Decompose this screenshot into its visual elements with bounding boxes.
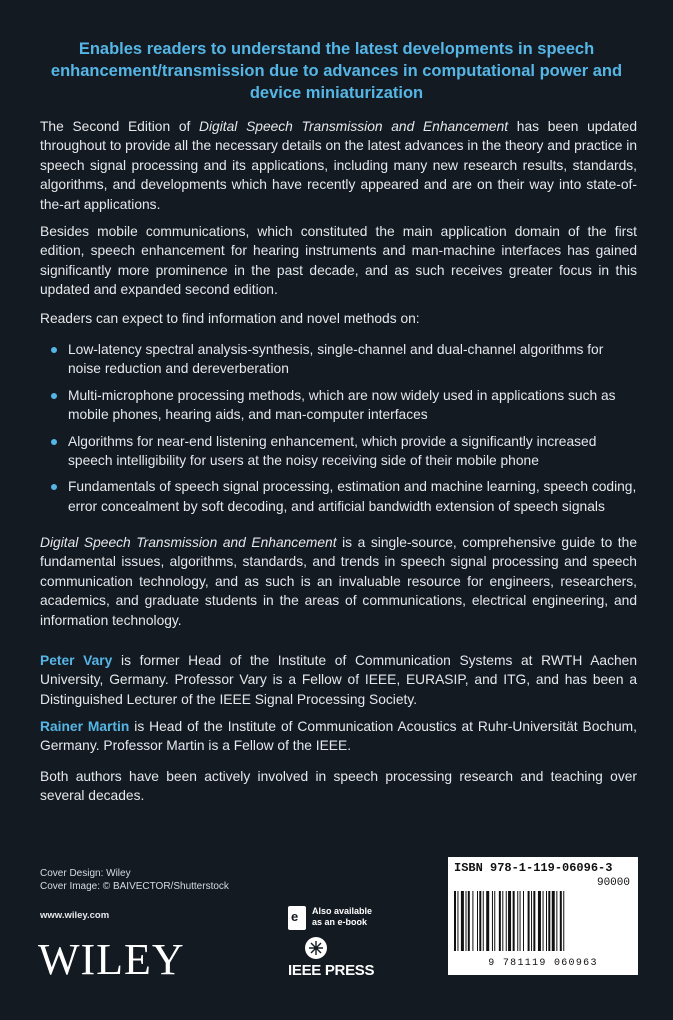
list-item: Multi-microphone processing methods, which are now widely used in applications such as mobile phones, hearing aids, and man-computer interfaces	[40, 386, 640, 425]
list-item: Fundamentals of speech signal processing, estimation and machine learning, speech coding, error concealment by soft decoding, and artificial bandwidth extension of speech signals	[40, 477, 640, 516]
list-item: Low-latency spectral analysis-synthesis, single-channel and dual-channel algorithms for noise reduction and dereverberation	[40, 340, 640, 379]
feature-list	[40, 340, 640, 523]
cover-image-credit: Cover Image: © BAIVECTOR/Shutterstock	[40, 881, 229, 892]
author-bio: is Head of the Institute of Communication Acoustics at Ruhr-Universität Bochum, Germany. Professor Martin is a Fellow of the IEEE.	[40, 719, 638, 754]
publisher-url[interactable]: www.wiley.com	[40, 910, 110, 921]
headline: Enables readers to understand the latest developments in speech enhancement/transmission due to advances in computational power and device miniaturization	[50, 40, 623, 102]
wiley-logo: WILEY	[38, 935, 185, 984]
intro-rest: has been updated throughout to provide all the necessary details on the latest advances in the theory and practice in speech signal processing and its applications, including many new research results, standards, algorithms, and developments which have recently appeared and are on their way into state-of-the-art applications.	[40, 119, 637, 212]
intro-prefix: The Second Edition of	[40, 119, 200, 134]
summary-paragraph	[40, 533, 637, 630]
author-name: Rainer Martin	[40, 719, 130, 734]
isbn-barcode	[448, 857, 638, 975]
ebook-icon: e	[288, 906, 306, 930]
list-item: Algorithms for near-end listening enhancement, which provide a significantly increased speech intelligibility for users at the noisy receiving side of their mobile phone	[40, 432, 640, 471]
author-name: Peter Vary	[40, 653, 113, 668]
book-title: Digital Speech Transmission and Enhancement	[199, 119, 509, 134]
cover-design-credit: Cover Design: Wiley	[40, 868, 131, 879]
author-bio-martin	[40, 717, 637, 756]
barcode-bars	[452, 891, 634, 957]
isbn-number: ISBN 978-1-119-06096-3	[454, 861, 613, 875]
summary-rest: is a single-source, comprehensive guide to the fundamental issues, algorithms, standards, and trends in speech signal processing and speech communication technology, and as such is an invaluable resource for engineers, researchers, academics, and graduate students in the areas of communications, electrical engineering, and information technology.	[40, 535, 637, 628]
ieee-press-label: IEEE PRESS	[288, 962, 375, 979]
author-bio: is former Head of the Institute of Communication Systems at RWTH Aachen University, Germany. Professor Vary is a Fellow of IEEE, EURASIP, and ITG, and has been a Distinguished Lecturer of the IEEE Signal Processing Society.	[40, 653, 637, 707]
cover-credits	[40, 867, 229, 893]
list-intro: Readers can expect to find information and novel methods on:	[40, 311, 420, 326]
scope-paragraph: Besides mobile communications, which constituted the main application domain of the first edition, speech enhancement for hearing instruments and man-machine interfaces has gained significantly more prominence in the past decade, and as such receives greater focus in this updated and expanded second edition.	[40, 224, 637, 298]
authors-note: Both authors have been actively involved in speech processing research and teaching over several decades.	[40, 769, 637, 804]
intro-paragraph	[40, 117, 637, 214]
ebook-badge	[288, 906, 372, 930]
barcode-addon: 90000	[596, 877, 630, 889]
author-bio-vary	[40, 651, 637, 709]
ebook-text: Also available as an e-book	[312, 906, 373, 927]
book-title: Digital Speech Transmission and Enhancement	[40, 535, 337, 550]
barcode-digits: 9 781119 060963	[488, 958, 598, 969]
